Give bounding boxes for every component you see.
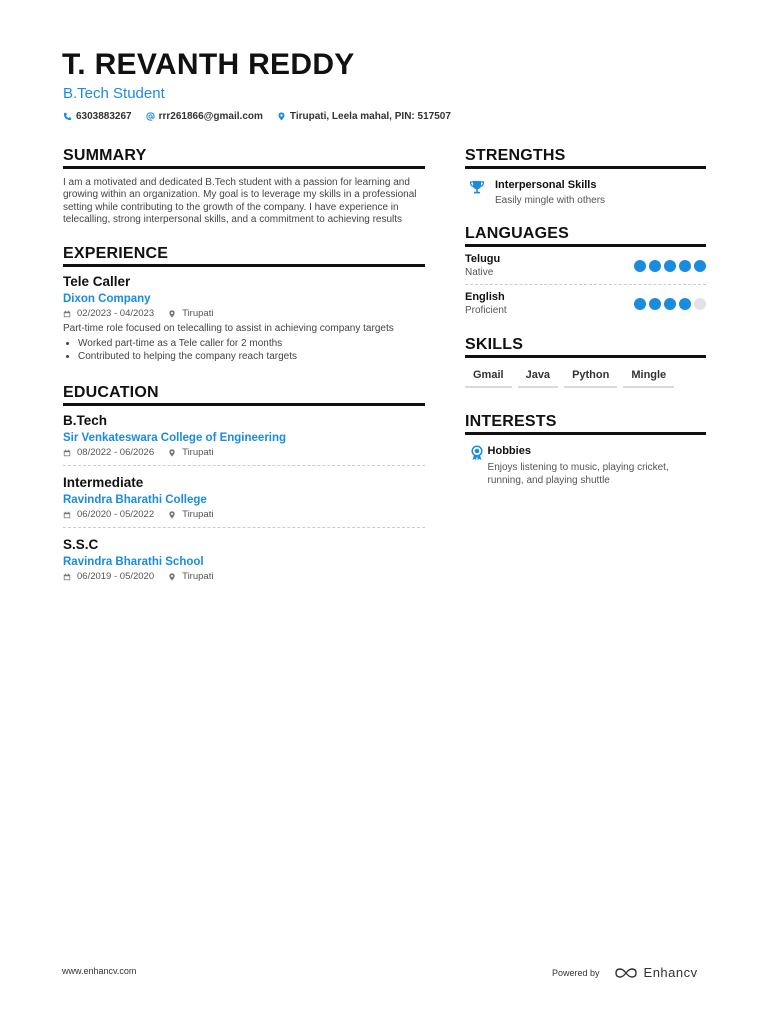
skills-list	[465, 366, 706, 388]
language-level: Native	[465, 267, 494, 278]
entry-divider	[63, 465, 425, 466]
contact-phone[interactable]	[63, 111, 132, 122]
skills-title: SKILLS	[465, 336, 706, 358]
rating-dot-filled	[634, 260, 646, 272]
interests-section	[465, 413, 706, 487]
education-location-text: Tirupati	[182, 509, 214, 521]
job-meta	[63, 308, 425, 319]
languages-title: LANGUAGES	[465, 225, 706, 247]
job-location-text: Tirupati	[182, 308, 214, 320]
rating-dot-filled	[664, 260, 676, 272]
interests-title: INTERESTS	[465, 413, 706, 435]
brand-logo[interactable]	[614, 965, 698, 980]
rating-dot-filled	[679, 298, 691, 310]
left-column	[63, 147, 425, 582]
language-rating	[631, 260, 706, 272]
job-dates-text: 02/2023 - 04/2023	[77, 308, 155, 320]
degree-title: B.Tech	[63, 413, 108, 429]
summary-text: I am a motivated and dedicated B.Tech student with a passion for learning and growing within an organization. My goal is to leverage my skills in a professional setting while contributing to the growth of the company. I have experience in telecalling, strong interpersonal skills, and a commitment to achieving results	[63, 177, 417, 225]
rating-dot-empty	[694, 298, 706, 310]
summary-section	[63, 147, 425, 226]
calendar-icon	[63, 511, 71, 519]
strengths-title: STRENGTHS	[465, 147, 706, 169]
location-pin-icon	[168, 310, 176, 318]
education-dates-text: 06/2019 - 05/2020	[77, 571, 155, 583]
rating-dot-filled	[694, 260, 706, 272]
rating-dot-filled	[664, 298, 676, 310]
strengths-section	[465, 147, 706, 206]
education-title: EDUCATION	[63, 384, 425, 406]
calendar-icon	[63, 310, 71, 318]
school-name: Ravindra Bharathi College	[63, 494, 207, 507]
job-location	[168, 308, 213, 319]
experience-title: EXPERIENCE	[63, 245, 425, 267]
powered-by	[552, 965, 698, 980]
language-item	[465, 285, 706, 322]
location-pin-icon	[168, 511, 176, 519]
school-name: Ravindra Bharathi School	[63, 556, 204, 569]
calendar-icon	[63, 449, 71, 457]
skill-tag: Mingle	[623, 366, 674, 388]
education-location-text: Tirupati	[182, 447, 214, 459]
candidate-name: T. REVANTH REDDY	[62, 48, 355, 81]
skills-section	[465, 336, 706, 388]
experience-section	[63, 245, 425, 363]
degree-title: Intermediate	[63, 475, 144, 491]
location-text: Tirupati, Leela mahal, PIN: 517507	[289, 111, 451, 122]
strength-description: Easily mingle with others	[495, 195, 606, 206]
at-icon	[146, 112, 155, 121]
job-title: Tele Caller	[63, 274, 131, 290]
brand-name: Enhancv	[643, 965, 698, 980]
job-dates	[63, 308, 154, 319]
education-dates-text: 08/2022 - 06/2026	[77, 447, 155, 459]
strength-text	[495, 179, 605, 206]
company-name: Dixon Company	[63, 293, 151, 306]
contact-location	[277, 111, 451, 122]
contact-bar	[63, 111, 465, 122]
job-description: Part-time role focused on telecalling to assist in achieving company targets	[63, 323, 394, 335]
education-location	[168, 571, 213, 582]
language-item	[465, 247, 706, 284]
education-meta	[63, 571, 425, 582]
strength-title: Interpersonal Skills	[495, 179, 597, 191]
school-name: Sir Venkateswara College of Engineering	[63, 432, 287, 445]
education-dates	[63, 447, 154, 458]
education-dates	[63, 571, 154, 582]
strength-icon-wrap	[465, 179, 495, 206]
right-column	[465, 147, 706, 487]
education-section	[63, 384, 425, 582]
rating-dot-filled	[634, 298, 646, 310]
location-pin-icon	[168, 573, 176, 581]
languages-section	[465, 225, 706, 322]
award-icon	[469, 445, 485, 461]
language-text	[465, 253, 500, 278]
strength-item	[465, 179, 706, 206]
language-text	[465, 291, 507, 316]
interest-text	[488, 445, 706, 487]
phone-icon	[63, 112, 72, 121]
education-location	[168, 509, 213, 520]
powered-by-label: Powered by	[552, 967, 600, 978]
job-bullet: • Contributed to helping the company reach targets	[78, 351, 425, 364]
skill-tag: Gmail	[465, 366, 512, 388]
job-bullets	[63, 338, 425, 363]
location-pin-icon	[168, 449, 176, 457]
experience-entry	[63, 274, 425, 363]
education-entry	[63, 413, 425, 466]
interest-icon-wrap	[465, 445, 488, 487]
education-dates-text: 06/2020 - 05/2022	[77, 509, 155, 521]
location-pin-icon	[277, 112, 286, 121]
interest-item	[465, 445, 706, 487]
education-dates	[63, 509, 154, 520]
email-text: rrr261866@gmail.com	[158, 111, 263, 122]
job-bullet: • Worked part-time as a Tele caller for 2 months	[78, 338, 425, 351]
education-location-text: Tirupati	[182, 571, 214, 583]
interest-title: Hobbies	[487, 445, 531, 457]
trophy-icon	[469, 179, 485, 195]
contact-email[interactable]	[146, 111, 263, 122]
skill-tag: Java	[518, 366, 558, 388]
degree-title: S.S.C	[63, 537, 99, 553]
phone-text: 6303883267	[76, 111, 132, 122]
rating-dot-filled	[649, 260, 661, 272]
candidate-role: B.Tech Student	[63, 85, 165, 102]
rating-dot-filled	[679, 260, 691, 272]
education-meta	[63, 447, 425, 458]
enhancv-logo-icon	[614, 967, 638, 979]
language-name: English	[465, 291, 505, 303]
rating-dot-filled	[649, 298, 661, 310]
education-entry	[63, 475, 425, 528]
education-location	[168, 447, 213, 458]
language-rating	[631, 298, 706, 310]
footer-url[interactable]: www.enhancv.com	[62, 966, 137, 976]
language-name: Telugu	[465, 253, 501, 265]
interest-description: Enjoys listening to music, playing cricket, running, and playing shuttle	[487, 462, 669, 486]
entry-divider	[63, 527, 425, 528]
education-entry	[63, 537, 425, 582]
summary-title: SUMMARY	[63, 147, 425, 169]
language-level: Proficient	[465, 305, 507, 316]
skill-tag: Python	[564, 366, 617, 388]
calendar-icon	[63, 573, 71, 581]
education-meta	[63, 509, 425, 520]
